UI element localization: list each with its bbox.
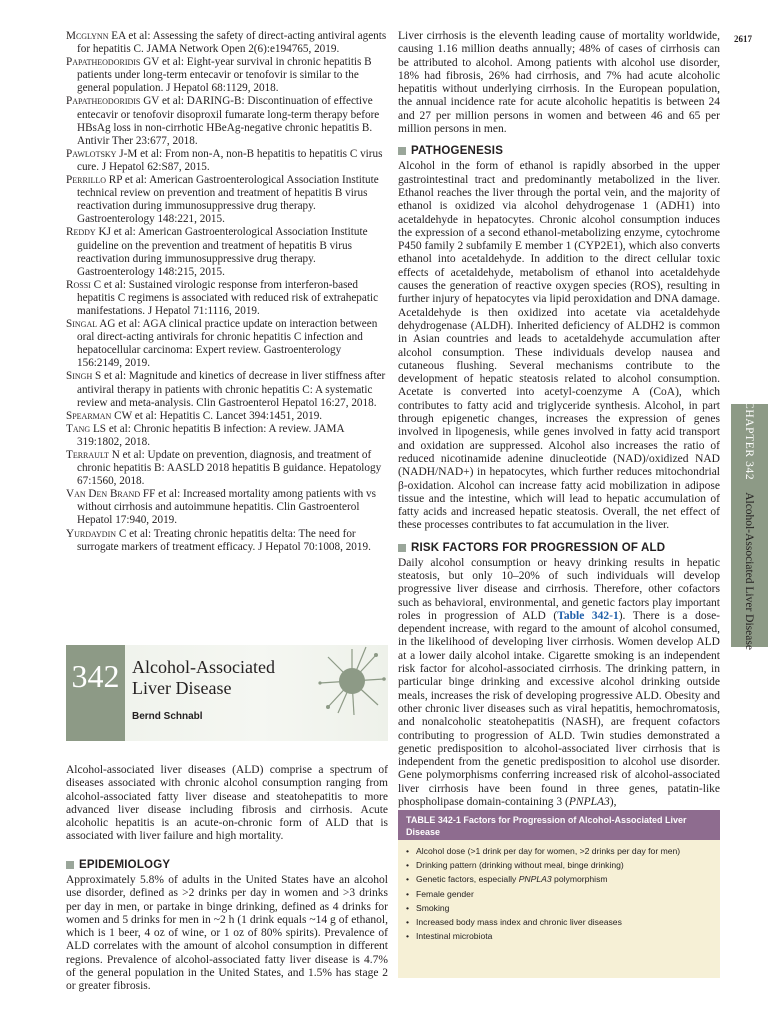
epidemiology-heading [66, 859, 388, 871]
reference-author: Spearman [66, 409, 112, 422]
right-column [398, 30, 720, 809]
bullet-icon: • [406, 931, 410, 942]
side-tab-topic: Alcohol-Associated Liver Disease [743, 492, 756, 650]
reference-entry [66, 488, 388, 527]
factor-item-text: Smoking [416, 902, 450, 913]
factor-item-text: Intestinal microbiota [416, 931, 493, 942]
chapter-title-line-1: Alcohol-Associated [132, 657, 275, 677]
epidemiology-heading-text: EPIDEMIOLOGY [79, 859, 171, 871]
chapter-side-tab [731, 401, 768, 650]
reference-text: J-M et al: From non-A, non-B hepatitis to hepatitis C virus cure. J Hepatol 62:S87, 2015. [77, 147, 383, 173]
reference-entry [66, 56, 388, 95]
reference-text: KJ et al: American Gastroenterological Association Institute guideline on the prevention and treatment of hepatitis B virus reactivation during immunosuppressive drug therapy. Gastroenterology 148:215, 2015. [77, 226, 368, 278]
reference-text: GV et al: DARING-B: Discontinuation of effective entecavir or tenofovir disoproxil fumarate long-term therapy before HBsAg loss in non-cirrhotic HBeAg-negative chronic hepatitis B. Antivir Ther 23:677, 2018. [77, 95, 380, 147]
risk-text-2: ). There is a dose-dependent increase, with regard to the amount of alcohol consumed, in the likelihood of developing liver cirrhosis. Women develop ALD at a lower daily alcohol intake. Cigarette smoking is an independent risk factor for alcohol-associated cirrhosis. The drinking pattern, in particular binge drinking and excessive alcohol drinking outside meals, increases the risk of developing progressive ALD. Obesity and other chronic liver diseases such as viral hepatitis, hemochromatosis, and nonalcoholic steatohepatitis (NASH), are frequent cofactors contributing to progression of ALD. Twin studies demonstrated a genetic predisposition to alcohol-associated liver cirrhosis that is independent from the genetic predisposition to alcohol use disorder. Gene polymorphisms conferring increased risk of alcohol-associated liver cirrhosis have been found in three genes, patatin-like phospholipase domain-containing 3 ( [398, 609, 721, 809]
reference-author: Singal [66, 318, 98, 331]
reference-entry [66, 318, 388, 370]
bullet-icon: • [406, 917, 410, 928]
reference-entry [66, 148, 388, 174]
bullet-icon: • [406, 860, 410, 871]
intro-section [66, 764, 388, 844]
factor-item-text: Genetic factors, especially PNPLA3 polymorphism [416, 874, 608, 885]
reference-entry [66, 423, 388, 449]
factor-item-text: Increased body mass index and chronic liver diseases [416, 917, 622, 928]
page-number: 2617 [734, 34, 752, 44]
risk-factors-heading-text: RISK FACTORS FOR PROGRESSION OF ALD [411, 541, 666, 554]
chapter-banner [66, 645, 388, 741]
reference-entry [66, 370, 388, 409]
square-bullet-icon [66, 861, 74, 869]
reference-text: S et al: Magnitude and kinetics of decrease in liver stiffness after antiviral therapy in patients with chronic hepatitis C: A systematic review and meta-analysis. Clin Gastroenterol Hepatol 16:27, 2018. [77, 370, 386, 409]
epidemiology-continuation: Liver cirrhosis is the eleventh leading cause of mortality worldwide, causing 1.16 million deaths annually; 48% of cases of cirrhosis can be attributed to alcohol. Among patients with alcohol use disorder, 18% had fibrosis, 26% had cirrhosis, and 7% had acute alcoholic hepatitis without underlying cirrhosis. In the European population, the annual incidence rate for acute alcoholic hepatitis is between 24 and 27 per million persons in women and between 46 and 65 per million persons in men. [398, 30, 720, 136]
reference-text: AG et al: AGA clinical practice update on interaction between oral direct-acting antivirals for chronic hepatitis C infection and hepatocellular carcinoma: Expert review. Gastroenterology 156:2149, 2019. [77, 318, 378, 370]
reference-text: LS et al: Chronic hepatitis B infection: A review. JAMA 319:1802, 2018. [77, 422, 344, 448]
factor-item [406, 844, 712, 858]
reference-author: Terrault [66, 449, 109, 461]
chapter-title-line-2: Liver Disease [132, 678, 232, 698]
epidemiology-section [66, 850, 388, 994]
reference-author: Mcglynn [66, 30, 109, 42]
reference-entry [66, 410, 388, 423]
chapter-number: 342 [66, 645, 125, 741]
factor-item [406, 858, 712, 872]
reference-text: C et al: Treating chronic hepatitis delta: The need for surrogate markers of treatment efficacy. J Hepatol 70:1008, 2019. [77, 527, 371, 553]
risk-text-1: Daily alcohol consumption or heavy drinking results in hepatic steatosis, but only 10–20% of such individuals will develop progressive liver disease and cirrhosis. Therefore, other cofactors such as behavioral, environmental, and genetic factors play important roles in progression of ALD ( [398, 556, 720, 622]
reference-list [66, 30, 388, 554]
factor-item [406, 901, 712, 915]
bullet-icon: • [406, 902, 410, 913]
bullet-icon: • [406, 874, 410, 885]
chapter-title [132, 657, 302, 699]
reference-entry [66, 528, 388, 554]
factor-item [406, 887, 712, 901]
gene-name: PNPLA3 [568, 796, 610, 809]
bullet-icon: • [406, 888, 410, 899]
square-bullet-icon [398, 544, 406, 552]
square-bullet-icon [398, 147, 406, 155]
reference-author: Rossi [66, 278, 91, 291]
pathogenesis-heading [398, 145, 720, 157]
factor-item-text: Alcohol dose (>1 drink per day for women, >2 drinks per day for men) [416, 846, 681, 856]
risk-text-3: ), [609, 796, 617, 809]
pathogenesis-heading-text: PATHOGENESIS [411, 145, 504, 158]
reference-entry [66, 449, 388, 488]
factor-table-title: TABLE 342-1 Factors for Progression of Alcohol-Associated Liver Disease [398, 810, 720, 840]
factor-item-text: Female gender [416, 888, 474, 899]
reference-author: Papatheodoridis [66, 56, 141, 69]
reference-author: Reddy [66, 226, 96, 239]
reference-text: EA et al: Assessing the safety of direct-acting antiviral agents for hepatitis C. JAMA Network Open 2(6):e194765, 2019. [77, 30, 387, 56]
intro-paragraph: Alcohol-associated liver diseases (ALD) comprise a spectrum of diseases associated with chronic alcohol consumption ranging from alcohol-associated fatty liver disease and steatohepatitis to more advanced liver disease including fibrosis and cirrhosis. Acute alcoholic hepatitis is an acute-on-chronic form of ALD that is associated with liver failure and high mortality. [66, 764, 388, 843]
reference-text: RP et al: American Gastroenterological Association Institute technical review on prevention and treatment of hepatitis B virus reactivation during immunosuppressive drug therapy. Gastroenterology 148:221, 2015. [77, 174, 379, 226]
reference-text: C et al: Sustained virologic response from interferon-based hepatitis C regimens is associated with reduced risk of extrahepatic manifestations. J Hepatol 71:1116, 2019. [77, 278, 379, 317]
bullet-icon: • [406, 846, 410, 856]
risk-factors-paragraph [398, 557, 720, 810]
reference-author: Perrillo [66, 174, 106, 187]
splash-graphic [316, 645, 388, 717]
reference-author: Van Den Brand [66, 488, 141, 501]
reference-author: Pawlotsky [66, 147, 117, 160]
risk-factors-heading [398, 542, 720, 554]
table-reference-link[interactable]: Table 342-1 [557, 609, 619, 622]
pathogenesis-paragraph: Alcohol in the form of ethanol is rapidly absorbed in the upper gastrointestinal tract and predominantly metabolized in the liver. Ethanol reaches the liver through the portal vein, and the majority of ethanol is oxidized via alcohol dehydrogenase 1 (ADH1) into acetaldehyde in hepatocytes. Chronic alcohol consumption induces the expression of a second ethanol-metabolizing enzyme, cytochrome P450 family 2 subfamily E member 1 (CYP2E1), which also converts ethanol into acetaldehyde. In addition to the direct cellular toxic effects of acetaldehyde, metabolism of ethanol into acetaldehyde causes the generation of reactive oxygen species (ROS), resulting in further injury of hepatocytes via lipid peroxidation and DNA damage. Acetaldehyde is then oxidized into acetate via acetaldehyde dehydrogenase (ALDH). Inherited deficiency of ALDH2 is common in Asian countries and leads to acetaldehyde accumulation after alcohol consumption. These individuals develop nausea and cutaneous flushing. Several mechanisms contribute to the development of hepatic steatosis related to alcohol consumption. Acetate is converted into acetyl-coenzyme A (CoA), which contributes to fatty acid and triglyceride synthesis. Alcohol, in part through epigenetic changes, increases the expression of genes involved in lipogenesis, while genes involved in fatty acid transport and oxidation are suppressed. Alcohol also increases the ratio of reduced nicotinamide adenine dinucleotide (NAD)/oxidized NAD (NADH/NAD+) in hepatocytes, which further reduces mitochondrial β-oxidation. Alcohol can increase fatty acid mobilization in adipose tissue and the intestine, which will lead to hepatic accumulation of fatty acids and increased hepatic steatosis. Overall, the net effect of these processes contributes to fat accumulation in the liver. [398, 160, 720, 532]
factor-table [398, 810, 720, 978]
reference-entry [66, 279, 388, 318]
reference-entry [66, 174, 388, 226]
factor-item [406, 929, 712, 943]
reference-text: CW et al: Hepatitis C. Lancet 394:1451, 2019. [111, 409, 323, 422]
factor-item [406, 872, 712, 886]
reference-entry [66, 30, 388, 56]
reference-author: Yurdaydin [66, 527, 117, 540]
reference-author: Singh [66, 370, 93, 383]
side-tab-chapter: CHAPTER 342 [743, 401, 756, 481]
reference-entry [66, 95, 388, 147]
reference-author: Tang [66, 422, 91, 435]
chapter-author: Bernd Schnabl [132, 711, 203, 722]
reference-text: GV et al: Eight-year survival in chronic hepatitis B patients under long-term entecavir or tenofovir is similar to the general population. J Hepatol 68:1129, 2018. [77, 56, 372, 95]
reference-text: FF et al: Increased mortality among patients with vs without cirrhosis and autoimmune hepatitis. Clin Gastroenterol Hepatol 17:940, 2019. [77, 488, 376, 527]
factor-table-body [398, 840, 720, 978]
reference-entry [66, 226, 388, 278]
reference-author: Papatheodoridis [66, 95, 141, 108]
factor-item-text: Drinking pattern (drinking without meal, binge drinking) [416, 860, 624, 871]
reference-text: N et al: Update on prevention, diagnosis, and treatment of chronic hepatitis B: AASLD 2018 hepatitis B guidance. Hepatology 67:1560, 2018. [77, 449, 382, 488]
epidemiology-paragraph: Approximately 5.8% of adults in the United States have an alcohol use disorder, defined as >2 drinks per day in women and >3 drinks per day in men, or partake in binge drinking, defined as 4 drinks for women and 5 drinks for men in ~2 h (1 drink equals ~14 g of ethanol, which is 1 beer, 4 oz of wine, or 1 oz of 80% spirits). Prevalence of ALD correlates with the amount of alcohol consumption in different regions. Prevalence of alcohol-associated fatty liver disease is 4.7% of the general population in the United States, and 1.5% has stage 2 or greater fibrosis. [66, 874, 388, 993]
factor-item [406, 915, 712, 929]
